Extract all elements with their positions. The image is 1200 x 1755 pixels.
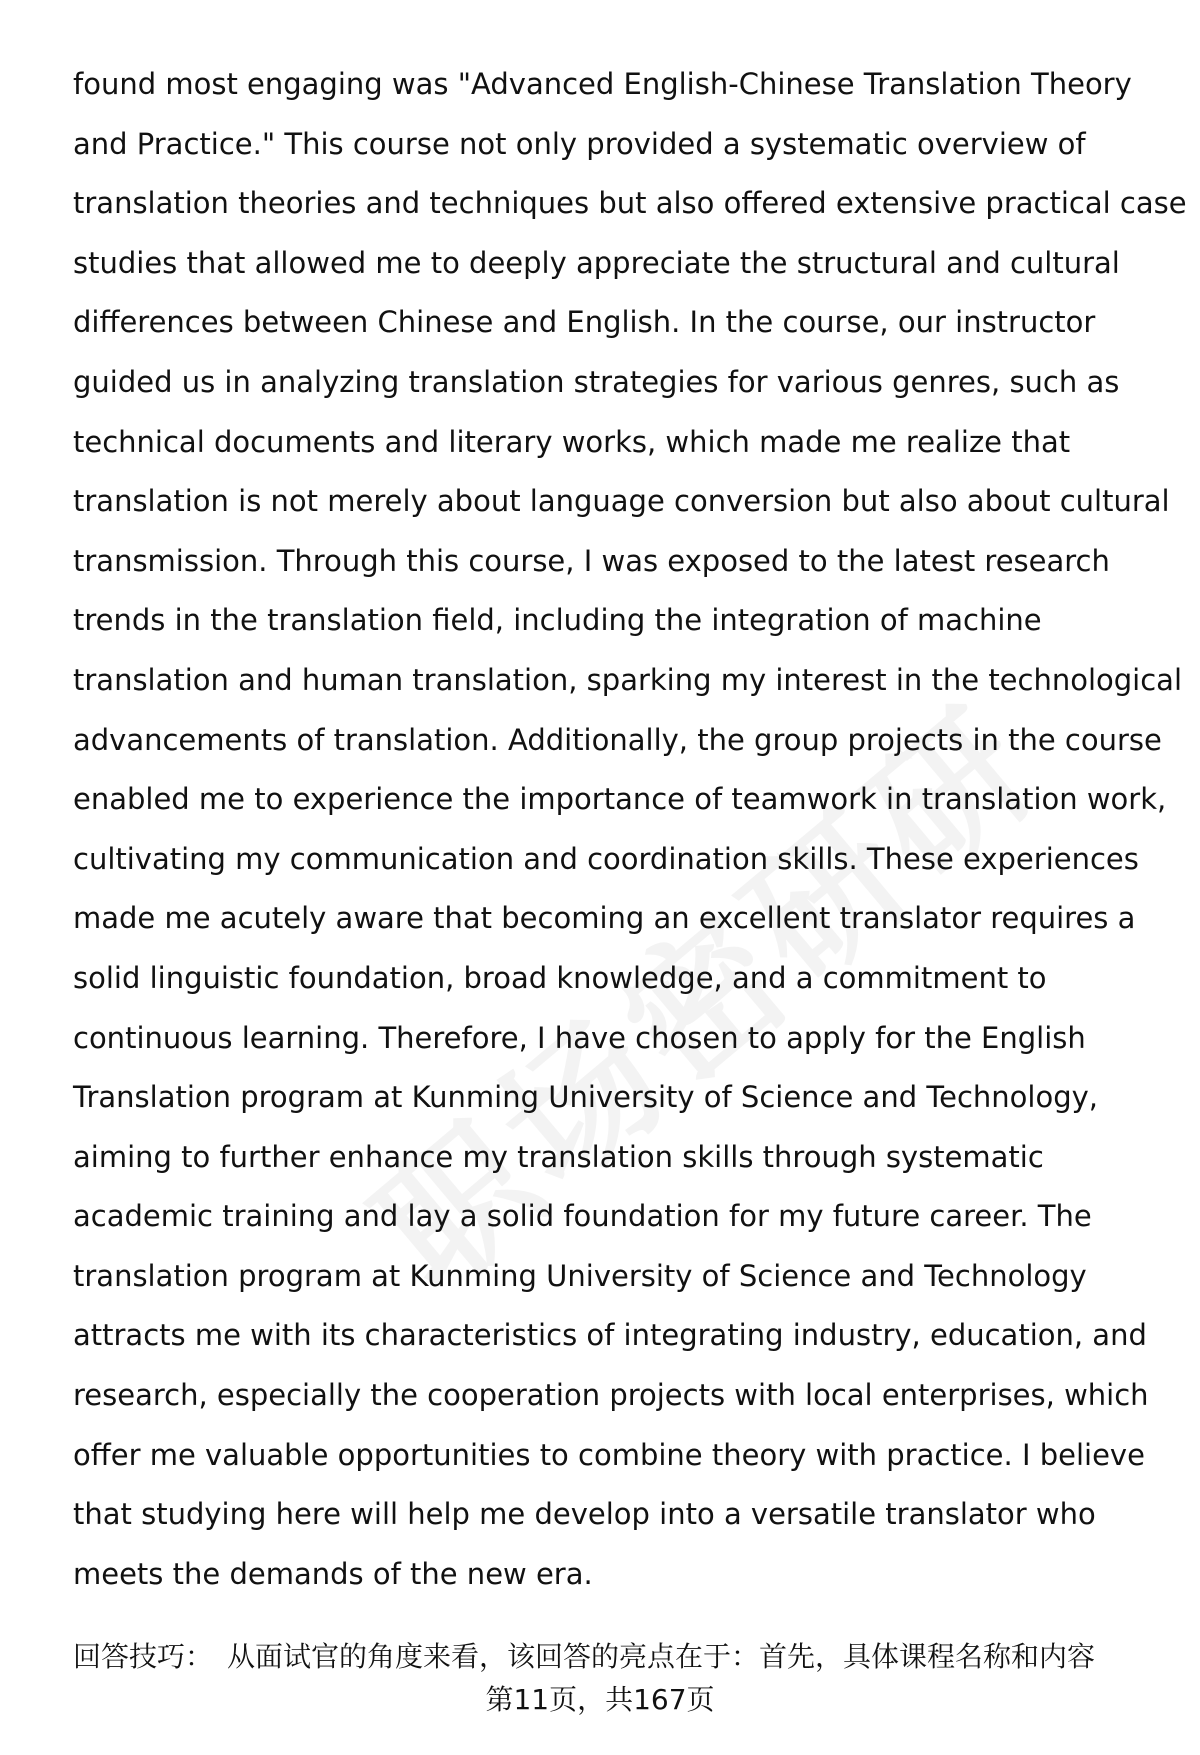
text-line: differences between Chinese and English. In the course, our instructor — [73, 305, 1096, 340]
text-line: meets the demands of the new era. — [73, 1556, 593, 1591]
text-line: trends in the translation field, including the integration of machine — [73, 603, 1042, 638]
text-line: technical documents and literary works, which made me realize that — [73, 424, 1071, 459]
text-line: translation is not merely about language conversion but also about cultural — [73, 484, 1170, 519]
text-line: attracts me with its characteristics of integrating industry, education, and — [73, 1318, 1147, 1353]
text-line: research, especially the cooperation projects with local enterprises, which — [73, 1378, 1149, 1413]
text-line: translation theories and techniques but also offered extensive practical case — [73, 186, 1187, 221]
text-line: transmission. Through this course, I was exposed to the latest research — [73, 543, 1110, 578]
text-line: continuous learning. Therefore, I have chosen to apply for the English — [73, 1020, 1086, 1055]
text-line: enabled me to experience the importance of teamwork in translation work, — [73, 782, 1167, 817]
text-line: offer me valuable opportunities to combine theory with practice. I believe — [73, 1437, 1145, 1472]
text-line: studies that allowed me to deeply appreciate the structural and cultural — [73, 245, 1120, 280]
text-line: guided us in analyzing translation strategies for various genres, such as — [73, 364, 1120, 399]
text-line: Translation program at Kunming University of Science and Technology, — [73, 1080, 1098, 1115]
tip-text: 从面试官的角度来看，该回答的亮点在于：首先，具体课程名称和内容 — [227, 1640, 1096, 1673]
text-line: translation and human translation, sparking my interest in the technological — [73, 662, 1183, 697]
body-paragraph — [73, 55, 1187, 1604]
text-line: cultivating my communication and coordination skills. These experiences — [73, 841, 1139, 876]
page-number: 第11页，共167页 — [485, 1683, 715, 1716]
text-line: academic training and lay a solid foundation for my future career. The — [73, 1199, 1092, 1234]
tip-label: 回答技巧： — [73, 1640, 214, 1673]
answer-tip — [73, 1637, 1163, 1677]
text-line: that studying here will help me develop into a versatile translator who — [73, 1497, 1096, 1532]
text-line: found most engaging was "Advanced English-Chinese Translation Theory — [73, 67, 1132, 101]
text-line: advancements of translation. Additionally, the group projects in the course — [73, 722, 1162, 757]
text-line: solid linguistic foundation, broad knowledge, and a commitment to — [73, 960, 1047, 995]
text-line: aiming to further enhance my translation skills through systematic — [73, 1139, 1044, 1174]
text-line: made me acutely aware that becoming an excellent translator requires a — [73, 901, 1136, 936]
text-line: and Practice." This course not only provided a systematic overview of — [73, 126, 1086, 161]
text-line: translation program at Kunming University of Science and Technology — [73, 1258, 1087, 1293]
